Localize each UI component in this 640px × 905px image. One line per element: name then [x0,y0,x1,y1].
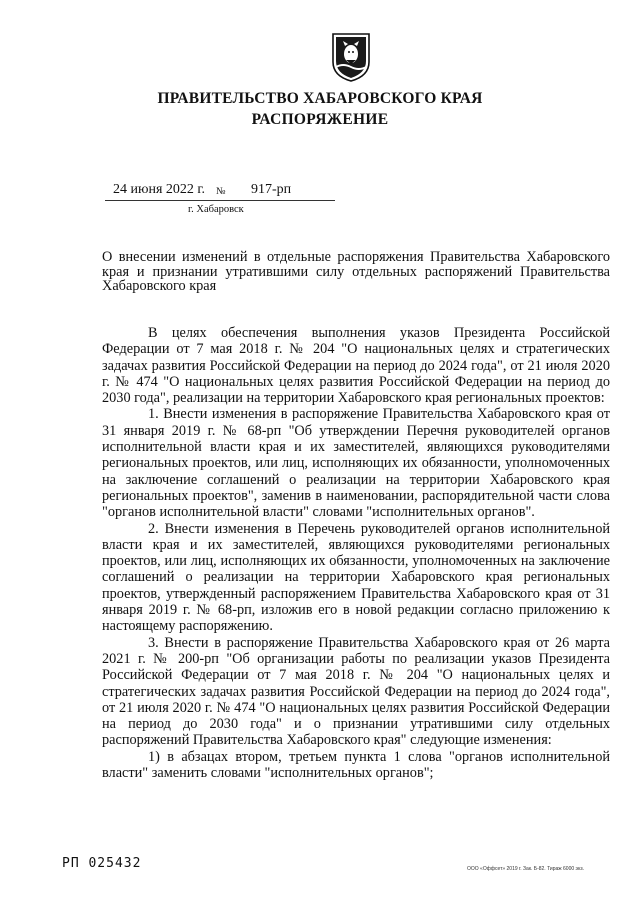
document-subject: О внесении изменений в отдельные распоряжения Правительства Хабаровского края и признании утратившими силу отдельных распоряжений Правительства Хабаровского края [102,249,610,294]
body-paragraph-preamble: В целях обеспечения выполнения указов Президента Российской Федерации от 7 мая 2018 г. № 204 "О национальных целях и стратегических задачах развития Российской Федерации на период до 2024 года", от 21 июля 2020 г. № 474 "О национальных целях развития Российской Федерации на период до 2030 года", реализации на территории Хабаровского края региональных проектов: [102,325,610,407]
document-date: 24 июня 2022 г. [113,182,206,197]
document-type-heading: РАСПОРЯЖЕНИЕ [251,111,389,128]
coat-of-arms-icon [331,32,371,82]
government-title: ПРАВИТЕЛЬСТВО ХАБАРОВСКОГО КРАЯ [157,90,483,107]
body-paragraph-subitem-1: 1) в абзацах втором, третьем пункта 1 слова "органов исполнительной власти" заменить словами "исполнительных органов"; [102,748,610,782]
body-paragraph-item-3: 3. Внести в распоряжение Правительства Хабаровского края от 26 марта 2021 г. № 200-рп "Об организации работы по реализации указов Президента Российской Федерации от 7 мая 2018 г. № 204 "О национальных целях и стратегических задачах развития Российской Федерации на период до 2024 года", от 21 июля 2020 г. № 474 "О национальных целях развития Российской Федерации на период до 2030 года" и о признании утратившими силу отдельных распоряжений Правительства Хабаровского края" следующие изменения: [102,634,610,749]
document-body [102,325,610,781]
body-paragraph-item-2: 2. Внести изменения в Перечень руководителей органов исполнительной власти края и их заместителей, являющихся руководителями региональных проектов, или лиц, исполняющих их обязанности, уполномоченных на заключение соглашений о реализации на территории Хабаровского края региональных проектов, утвержденный распоряжением Правительства Хабаровского края от 31 января 2019 г. № 68-рп, изложив его в новой редакции согласно приложению к настоящему распоряжению. [102,520,610,635]
document-number: 917-рп [251,182,292,197]
body-paragraph-item-1: 1. Внести изменения в распоряжение Правительства Хабаровского края от 31 января 2019 г. № 68-рп "Об утверждении Перечня руководителей органов исполнительной власти края и их заместителей, являющихся руководителями региональных проектов, или лиц, исполняющих их обязанности, уполномоченных на заключение соглашений о реализации на территории Хабаровского края региональных проектов", заменив в наименовании, распорядительной части слова "органов исполнительной власти" словами "исполнительных органов". [102,406,610,521]
number-sign: № [216,186,226,197]
printer-imprint: ООО «Оффсет» 2019 г. Зак. Б-82. Тираж 6000 экз. [467,866,584,872]
date-underline [105,200,335,201]
document-city: г. Хабаровск [188,204,244,215]
form-serial-code: РП 025432 [62,856,142,871]
